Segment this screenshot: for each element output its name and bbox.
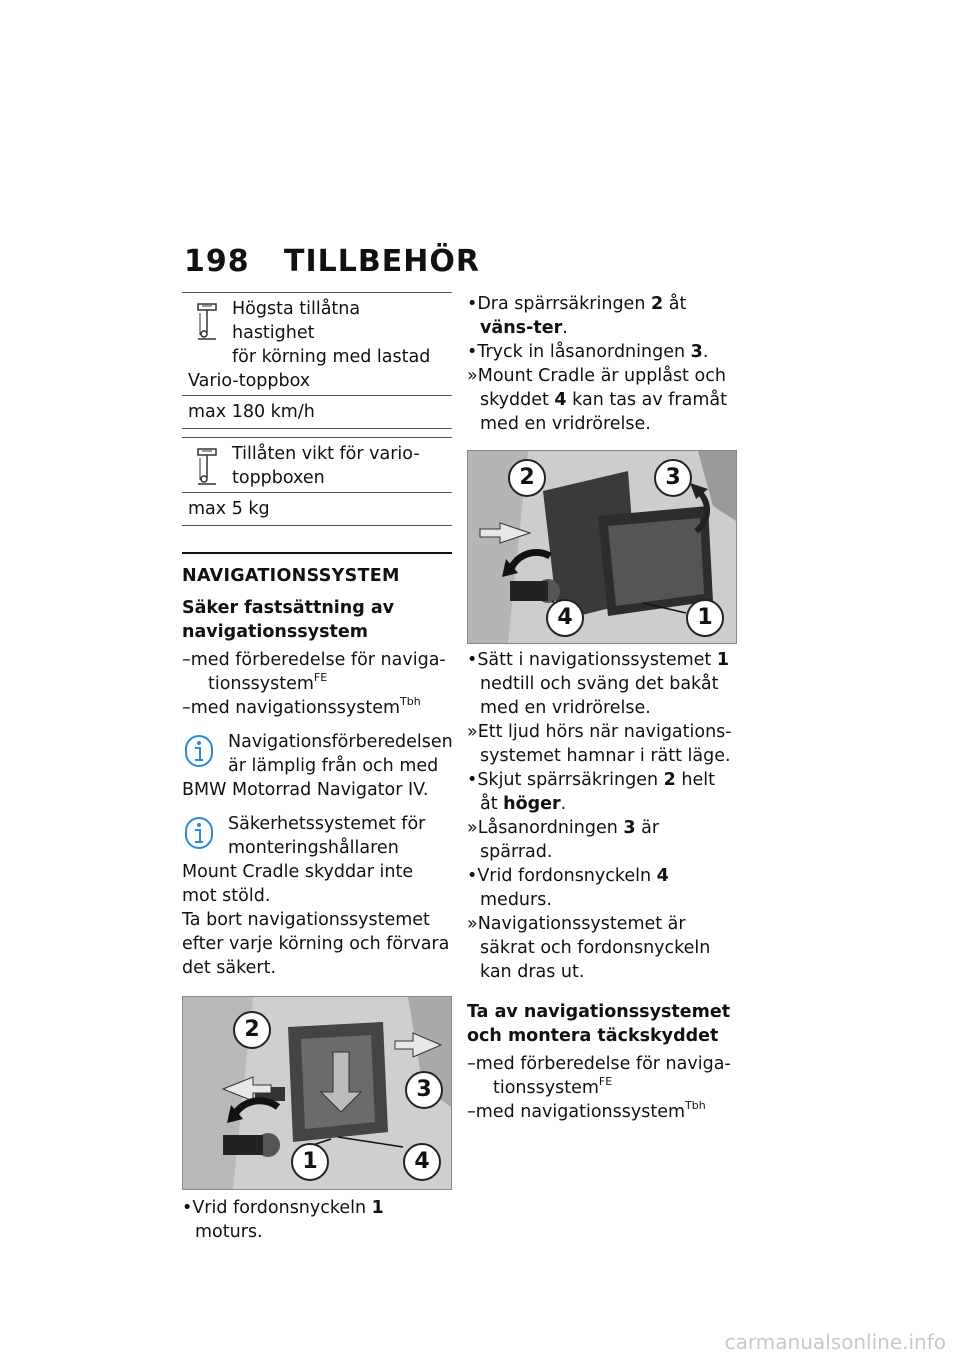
callout-2: 2 (508, 459, 546, 497)
callout-3: 3 (654, 459, 692, 497)
instruction-step: •Skjut spärrsäkringen 2 helt åt höger. (467, 770, 715, 814)
info-note: Säkerhetssystemet för monteringshållaren Mount Cradle skyddar inte mot stöld. Ta bort navigationssystemet efter varje körning och förvara det säkert. (182, 814, 450, 978)
spec-box-speed (182, 292, 452, 429)
chapter-title: TILLBEHÖR (284, 244, 480, 279)
left-column (182, 292, 452, 1244)
mounting-figure-remove (182, 996, 452, 1190)
right-column (467, 292, 737, 1124)
spec-box-weight (182, 437, 452, 526)
callout-2: 2 (233, 1011, 271, 1049)
result-step: »Mount Cradle är upplåst och skyddet 4 kan tas av framåt med en vridrörelse. (467, 366, 727, 434)
watermark: carmanualsonline.info (724, 1330, 946, 1354)
condition-item: –med navigationssystem$^{Tbh}$ (182, 695, 421, 718)
section-title: NAVIGATIONSSYSTEM (182, 552, 452, 588)
result-step: »Låsanordningen 3 är spärrad. (467, 818, 660, 862)
subsection-title: Säker fastsättning av navigationssystem (182, 598, 395, 642)
callout-4: 4 (403, 1143, 441, 1181)
info-note: Navigationsförberedelsen är lämplig från och med BMW Motorrad Navigator IV. (182, 732, 453, 800)
result-step: »Ett ljud hörs när navigations-systemet hamnar i rätt läge. (467, 722, 732, 766)
condition-item: –med förberedelse för naviga- tionssystem$^{FE}$ (467, 1054, 731, 1098)
vario-topcase-icon (196, 303, 218, 341)
page-header (184, 244, 480, 279)
callout-3: 3 (405, 1071, 443, 1109)
spec-value-weight: max 5 kg (182, 492, 452, 525)
spec-value-speed: max 180 km/h (182, 395, 452, 428)
spec-label-line: toppboxen (232, 468, 325, 488)
result-step: »Navigationssystemet är säkrat och fordonsnyckeln kan dras ut. (467, 914, 711, 982)
condition-item: –med navigationssystem$^{Tbh}$ (467, 1099, 706, 1122)
info-icon (184, 734, 214, 768)
instruction-step: •Vrid fordonsnyckeln 1 moturs. (182, 1198, 384, 1242)
info-icon (184, 816, 214, 850)
subsection-title: Ta av navigationssystemet och montera täckskyddet (467, 1002, 731, 1046)
mounting-figure-install (467, 450, 737, 644)
instruction-step: •Tryck in låsanordningen 3. (467, 342, 709, 362)
callout-4: 4 (546, 599, 584, 637)
vario-topcase-icon (196, 448, 218, 486)
instruction-step: •Dra spärrsäkringen 2 åt väns-ter. (467, 294, 687, 338)
callout-1: 1 (686, 599, 724, 637)
condition-item: –med förberedelse för naviga- tionssystem$^{FE}$ (182, 650, 446, 694)
instruction-step: •Sätt i navigationssystemet 1 nedtill och sväng det bakåt med en vridrörelse. (467, 650, 730, 718)
callout-1: 1 (291, 1143, 329, 1181)
spec-label-line: Vario-toppbox (188, 371, 311, 391)
spec-label-line: för körning med lastad (232, 347, 431, 367)
spec-label-line: Tillåten vikt för vario- (232, 444, 420, 464)
page-number: 198 (184, 244, 250, 279)
spec-label-line: Högsta tillåtna hastighet (232, 299, 361, 343)
instruction-step: •Vrid fordonsnyckeln 4 medurs. (467, 866, 669, 910)
